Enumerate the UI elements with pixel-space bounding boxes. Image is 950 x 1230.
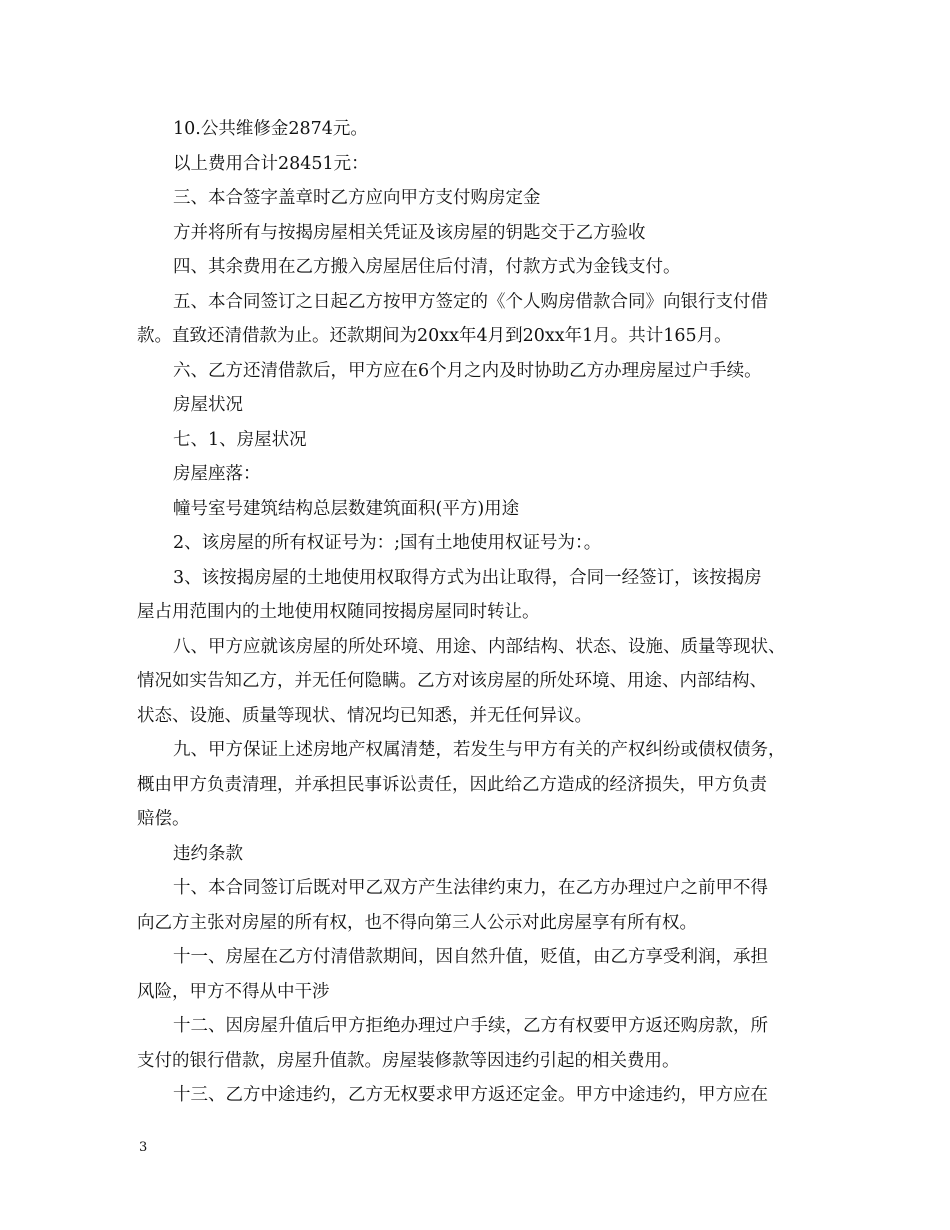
text-line: 支付的银行借款，房屋升值款。房屋装修款等因违约引起的相关费用。 — [137, 1050, 680, 1071]
text-line: 赔偿。 — [137, 809, 190, 829]
text-line: 六、乙方还清借款后，甲方应在6个月之内及时协助乙方办理房屋过户手续。 — [173, 360, 762, 381]
text-line: 八、甲方应就该房屋的所处环境、用途、内部结构、状态、设施、质量等现状、 — [173, 636, 786, 657]
text-line: 以上费用合计28451元： — [173, 153, 369, 174]
text-line: 四、其余费用在乙方搬入房屋居住后付清，付款方式为金钱支付。 — [173, 257, 681, 277]
text-line: 十一、房屋在乙方付清借款期间，因自然升值，贬值，由乙方享受利润，承担 — [173, 947, 768, 967]
text-line: 九、甲方保证上述房地产权属清楚，若发生与甲方有关的产权纠纷或债权债务， — [173, 740, 786, 760]
text-line: 幢号室号建筑结构总层数建筑面积(平方)用途 — [173, 498, 520, 519]
text-line: 10.公共维修金2874元。 — [173, 119, 368, 139]
text-line: 概由甲方负责清理，并承担民事诉讼责任，因此给乙方造成的经济损失，甲方负责 — [137, 774, 767, 795]
text-line: 违约条款 — [173, 843, 243, 864]
text-line: 2、该房屋的所有权证号为：;国有土地使用权证号为：。 — [173, 533, 602, 553]
text-line: 十二、因房屋升值后甲方拒绝办理过户手续，乙方有权要甲方返还购房款，所 — [173, 1016, 768, 1036]
text-line: 三、本合签字盖章时乙方应向甲方支付购房定金 — [173, 188, 541, 208]
text-line: 房屋座落： — [173, 464, 261, 484]
text-line: 七、1、房屋状况 — [173, 429, 307, 450]
text-line: 十、本合同签订后既对甲乙双方产生法律约束力，在乙方办理过户之前甲不得 — [173, 878, 768, 898]
document-body — [137, 112, 822, 1113]
text-line: 向乙方主张对房屋的所有权，也不得向第三人公示对此房屋享有所有权。 — [137, 912, 697, 933]
text-line: 房屋状况 — [173, 395, 243, 415]
text-line: 十三、乙方中途违约，乙方无权要求甲方返还定金。甲方中途违约，甲方应在 — [173, 1085, 768, 1105]
text-line: 方并将所有与按揭房屋相关凭证及该房屋的钥匙交于乙方验收 — [173, 222, 646, 243]
text-line: 3、该按揭房屋的土地使用权取得方式为出让取得，合同一经签订，该按揭房 — [173, 567, 762, 588]
page-number: 3 — [139, 1140, 148, 1155]
text-line: 风险，甲方不得从中干涉 — [137, 981, 330, 1002]
text-line: 状态、设施、质量等现状、情况均已知悉，并无任何异议。 — [137, 705, 592, 726]
text-line: 款。直致还清借款为止。还款期间为20xx年4月到20xx年1月。共计165月。 — [137, 326, 732, 346]
text-line: 五、本合同签订之日起乙方按甲方签定的《个人购房借款合同》向银行支付借 — [173, 291, 768, 312]
text-line: 屋占用范围内的土地使用权随同按揭房屋同时转让。 — [137, 602, 540, 622]
text-line: 情况如实告知乙方，并无任何隐瞒。乙方对该房屋的所处环境、用途、内部结构、 — [137, 671, 767, 691]
